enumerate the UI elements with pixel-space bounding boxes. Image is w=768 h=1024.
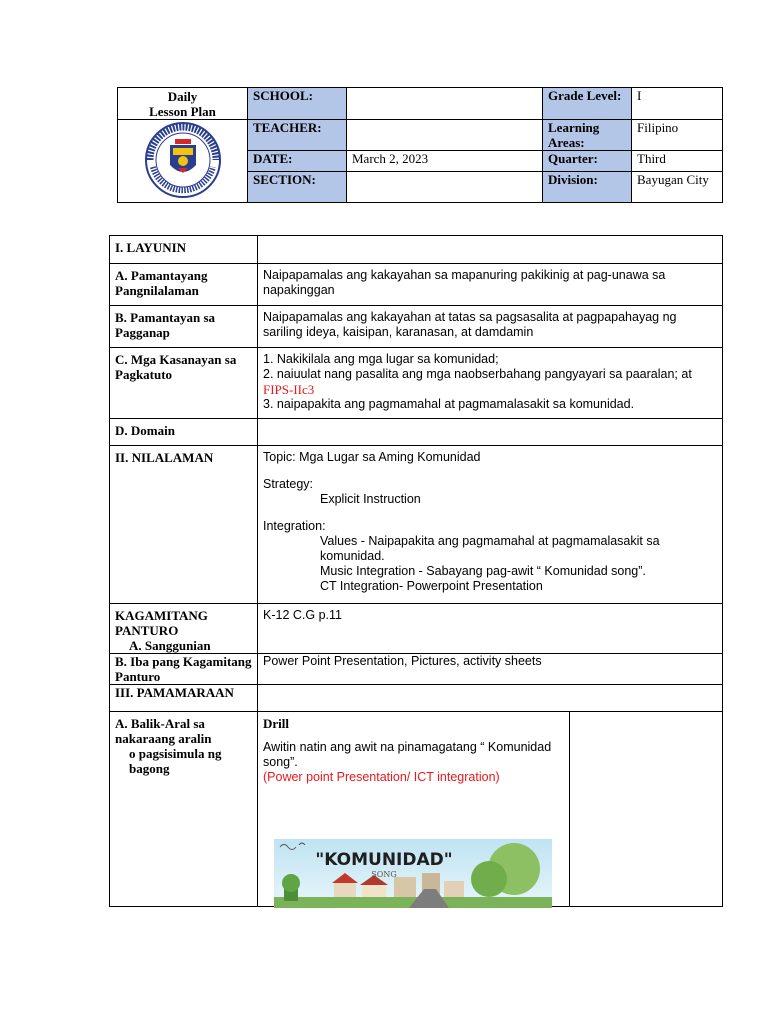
- komunidad-banner: [274, 839, 552, 908]
- banner-title: "KOMUNIDAD": [315, 850, 453, 870]
- integration-ct: CT Integration- Powerpoint Presentation: [320, 579, 543, 593]
- doc-title-line1: Daily: [167, 89, 198, 104]
- learning-label: Learning Areas:: [543, 120, 632, 151]
- drill-note: (Power point Presentation/ ICT integration): [263, 770, 500, 784]
- kasanayan-item-3: 3. naipapakita ang pagmamahal at pagmamalasakit sa komunidad.: [263, 397, 635, 411]
- doc-title: [118, 88, 248, 120]
- layunin-label: I. LAYUNIN: [110, 236, 258, 264]
- pamamaraan-value: [258, 685, 723, 712]
- balik-label-line1: A. Balik-Aral sa nakaraang aralin: [115, 716, 212, 746]
- nilalaman-value: [258, 446, 723, 604]
- pamantayang-label: A. Pamantayang Pangnilalaman: [110, 264, 258, 306]
- balik-label: [110, 712, 258, 907]
- kagamitan-label: [110, 604, 258, 654]
- banner-sub: SONG: [371, 870, 397, 879]
- pagganap-value: Naipapamalas ang kakayahan at tatas sa pagsasalita at pagpapahayag ng sariling ideya, kaisipan, karanasan, at damdamin: [258, 306, 723, 348]
- pamantayang-value: Naipapamalas ang kakayahan sa mapanuring pakikinig at pag-unawa sa napakinggan: [258, 264, 723, 306]
- layunin-value: [258, 236, 723, 264]
- sanggunian-label: A. Sanggunian: [129, 638, 211, 653]
- drill-label: Drill: [263, 716, 289, 731]
- balik-notes: [570, 712, 723, 907]
- division-label: Division:: [543, 172, 632, 203]
- pamamaraan-label: III. PAMAMARAAN: [110, 685, 258, 712]
- quarter-label: Quarter:: [543, 151, 632, 172]
- teacher-label: TEACHER:: [248, 120, 347, 151]
- kasanayan-code: FIPS-IIc3: [263, 382, 315, 397]
- strategy-value: Explicit Instruction: [320, 492, 421, 506]
- teacher-value: [347, 120, 543, 151]
- pagganap-label: B. Pamantayan sa Pagganap: [110, 306, 258, 348]
- kasanayan-item-1: 1. Nakikilala ang mga lugar sa komunidad;: [263, 352, 499, 366]
- school-value: [347, 88, 543, 120]
- seal-cell: [118, 120, 248, 203]
- integration-music: Music Integration - Sabayang pag-awit “ Komunidad song”.: [320, 564, 646, 578]
- integration-label: Integration:: [263, 519, 326, 533]
- balik-label-line2: o pagsisimula ng bagong: [129, 746, 222, 776]
- division-value: Bayugan City: [632, 172, 723, 203]
- kasanayan-label: C. Mga Kasanayan sa Pagkatuto: [110, 348, 258, 419]
- strategy-label: Strategy:: [263, 477, 314, 491]
- grade-label: Grade Level:: [543, 88, 632, 120]
- section-value: [347, 172, 543, 203]
- topic: Topic: Mga Lugar sa Aming Komunidad: [263, 450, 481, 464]
- integration-values: Values - Naipapakita ang pagmamahal at pagmamalasakit sa komunidad.: [320, 534, 660, 563]
- learning-value: Filipino: [632, 120, 723, 151]
- sanggunian-value: K-12 C.G p.11: [258, 604, 723, 654]
- date-value: March 2, 2023: [347, 151, 543, 172]
- iba-label: B. Iba pang Kagamitang Panturo: [110, 654, 258, 685]
- grade-value: I: [632, 88, 723, 120]
- domain-label: D. Domain: [110, 419, 258, 446]
- drill-text: Awitin natin ang awit na pinamagatang “ Komunidad song”.: [263, 740, 552, 769]
- date-label: DATE:: [248, 151, 347, 172]
- iba-value: Power Point Presentation, Pictures, activity sheets: [258, 654, 723, 685]
- section-label: SECTION:: [248, 172, 347, 203]
- header-table: [117, 87, 723, 203]
- doc-title-line2: Lesson Plan: [149, 104, 216, 119]
- nilalaman-label: II. NILALAMAN: [110, 446, 258, 604]
- quarter-value: Third: [632, 151, 723, 172]
- seal-icon: [144, 121, 222, 199]
- school-label: SCHOOL:: [248, 88, 347, 120]
- kasanayan-value: [258, 348, 723, 419]
- domain-value: [258, 419, 723, 446]
- kasanayan-item-2: 2. naiuulat nang pasalita ang mga naobserbahang pangyayari sa paaralan; at: [263, 367, 692, 381]
- kagamitan-title: KAGAMITANG PANTURO: [115, 608, 208, 638]
- lesson-table: [109, 235, 723, 907]
